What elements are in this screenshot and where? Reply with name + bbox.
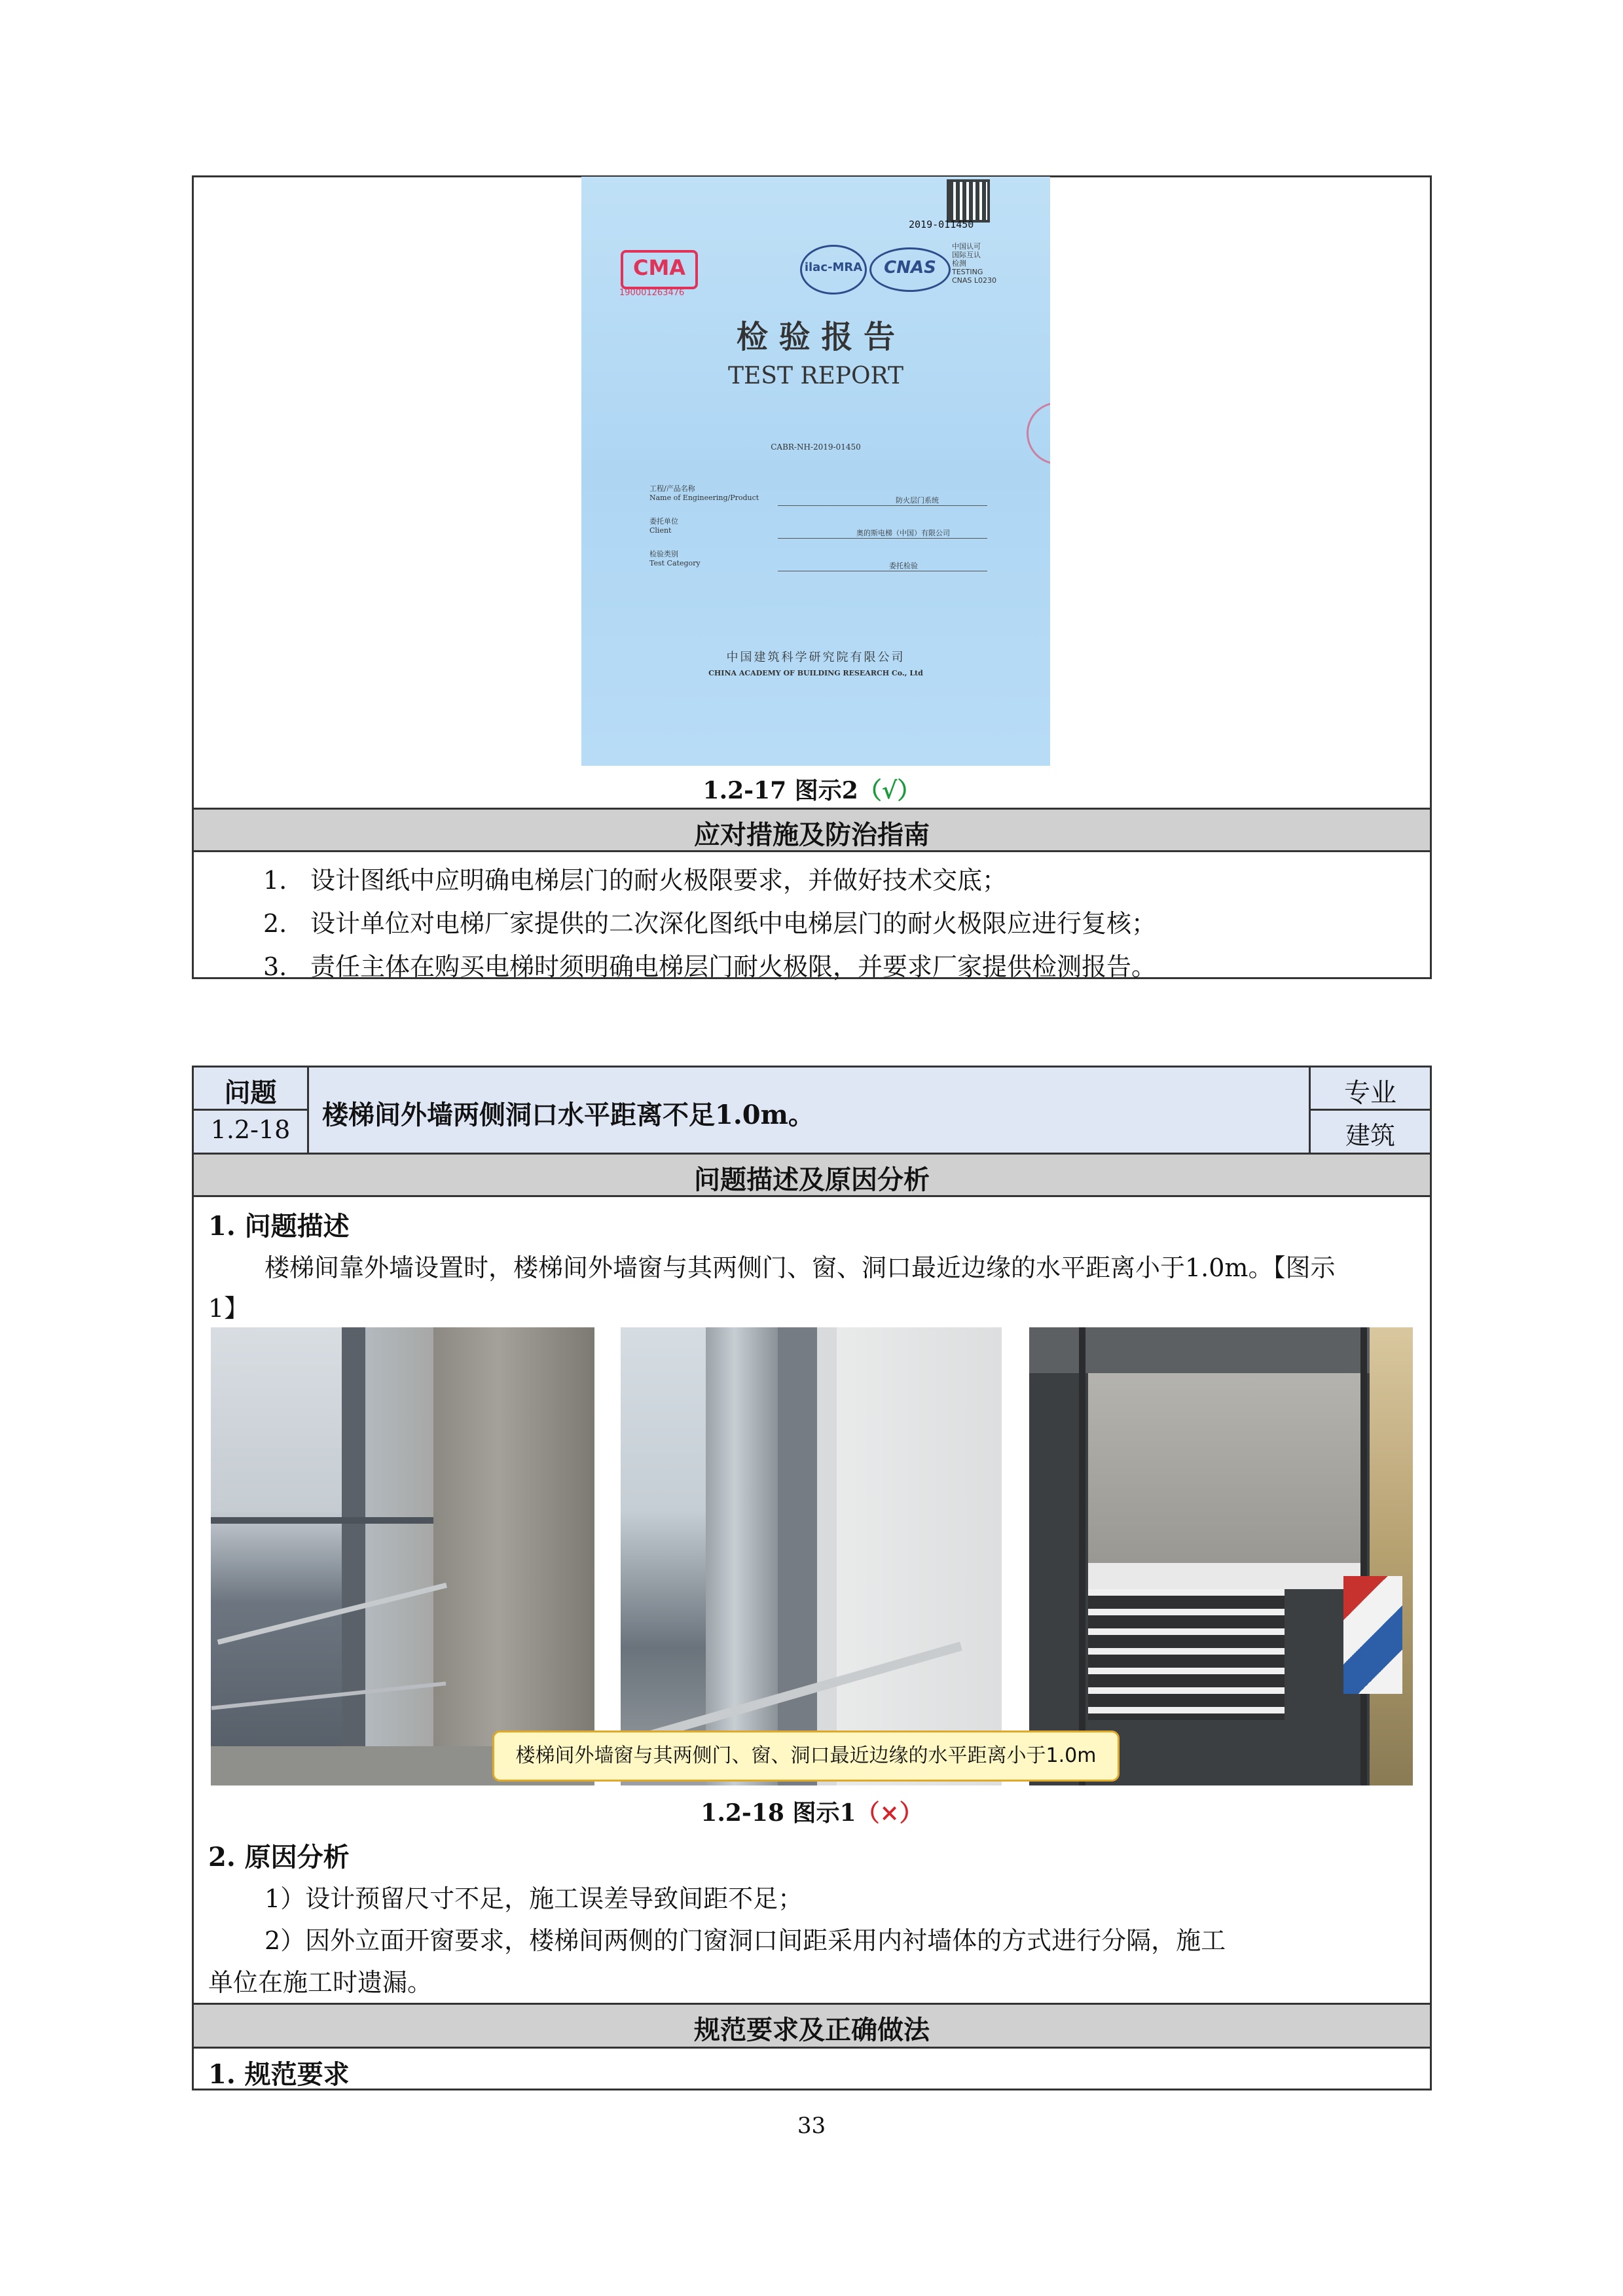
list-item	[263, 903, 1156, 939]
report-title-cn: 检 验 报 告	[736, 319, 896, 355]
field-label: 检验类别	[649, 550, 678, 558]
report-issuer-cn: 中国建筑科学研究院有限公司	[726, 651, 905, 664]
qr-code-icon	[947, 179, 990, 223]
cause-heading: 2. 原因分析	[208, 1842, 350, 1873]
report-field-2	[649, 517, 678, 535]
cnas-label: CNAS	[884, 258, 936, 278]
analysis-header: 问题描述及原因分析	[694, 1164, 930, 1195]
discipline-value: 建筑	[1345, 1121, 1395, 1150]
report-number: CABR-NH-2019-01450	[771, 442, 861, 452]
ilac-logo-icon	[800, 245, 867, 295]
photo-balcony-railing	[211, 1327, 594, 1785]
photo-facade-glass	[1029, 1327, 1413, 1785]
field-value: 防火层门系统	[896, 496, 939, 505]
field-value: 委托检验	[889, 562, 918, 570]
caption-text: 1.2-17 图示2	[702, 777, 858, 804]
field-label: Name of Engineering/Product	[649, 493, 759, 502]
report-issuer-en: CHINA ACADEMY OF BUILDING RESEARCH Co., Ltd	[708, 669, 923, 677]
report-serial: 2019-011450	[909, 219, 974, 230]
cma-label: CMA	[632, 255, 686, 280]
cause-item: 1）设计预留尺寸不足，施工误差导致间距不足；	[264, 1884, 803, 1913]
list-item	[263, 860, 1007, 896]
page-number: 33	[797, 2113, 826, 2139]
cnas-note: 检测	[952, 259, 966, 268]
field-label: 工程/产品名称	[649, 484, 695, 493]
cnas-note: 国际互认	[952, 251, 981, 259]
norm-heading: 1. 规范要求	[208, 2059, 350, 2090]
field-label: Client	[649, 526, 672, 535]
caption-text: 1.2-18 图示1	[701, 1799, 856, 1827]
wrong-mark: （×）	[856, 1799, 923, 1827]
report-field-1	[649, 484, 759, 503]
cnas-note: CNAS L0230	[952, 276, 997, 285]
norm-header: 规范要求及正确做法	[694, 2015, 930, 2045]
item-number: 1.	[263, 866, 287, 895]
field-label: Test Category	[649, 559, 701, 567]
test-report-image	[581, 177, 1050, 766]
measures-header: 应对措施及防治指南	[694, 819, 930, 850]
issue-title: 楼梯间外墙两侧洞口水平距离不足1.0m。	[322, 1100, 814, 1130]
correct-mark: （√）	[858, 777, 921, 804]
cma-code: 190001263476	[619, 288, 685, 298]
cnas-notes	[952, 242, 996, 285]
report-title-en: TEST REPORT	[727, 363, 903, 389]
description-heading: 1. 问题描述	[208, 1211, 350, 1242]
issue-code: 1.2-18	[210, 1115, 291, 1144]
figure-caption	[192, 1795, 1432, 1828]
discipline-label: 专业	[1344, 1078, 1396, 1108]
photo-callout: 楼梯间外墙窗与其两侧门、窗、洞口最近边缘的水平距离小于1.0m	[492, 1731, 1120, 1782]
item-text: 责任主体在购买电梯时须明确电梯层门耐火极限，并要求厂家提供检测报告。	[310, 952, 1157, 981]
seal-icon	[1027, 402, 1050, 465]
field-value: 奥的斯电梯（中国）有限公司	[856, 529, 950, 537]
photo-window-wall	[621, 1327, 1002, 1785]
item-text: 设计单位对电梯厂家提供的二次深化图纸中电梯层门的耐火极限应进行复核；	[310, 909, 1157, 938]
description-text-line2: 1】	[208, 1294, 249, 1323]
cma-logo-icon	[621, 250, 698, 289]
issue-label: 问题	[224, 1077, 277, 1108]
list-item	[263, 946, 1156, 982]
figure-caption	[192, 772, 1432, 806]
field-label: 委托单位	[649, 517, 678, 526]
cnas-note: 中国认可	[952, 242, 981, 251]
cnas-note: TESTING	[952, 268, 983, 276]
ilac-label: ilac-MRA	[804, 260, 863, 274]
item-text: 设计图纸中应明确电梯层门的耐火极限要求，并做好技术交底；	[310, 866, 1008, 895]
cause-item: 单位在施工时遗漏。	[208, 1968, 433, 1997]
description-text-line1: 楼梯间靠外墙设置时，楼梯间外墙窗与其两侧门、窗、洞口最近边缘的水平距离小于1.0m。【图示	[264, 1253, 1336, 1282]
report-field-3	[649, 550, 701, 568]
item-number: 3.	[263, 952, 287, 981]
cause-item: 2）因外立面开窗要求，楼梯间两侧的门窗洞口间距采用内衬墙体的方式进行分隔，施工	[264, 1926, 1226, 1955]
item-number: 2.	[263, 909, 287, 938]
cnas-logo-icon	[869, 247, 951, 292]
